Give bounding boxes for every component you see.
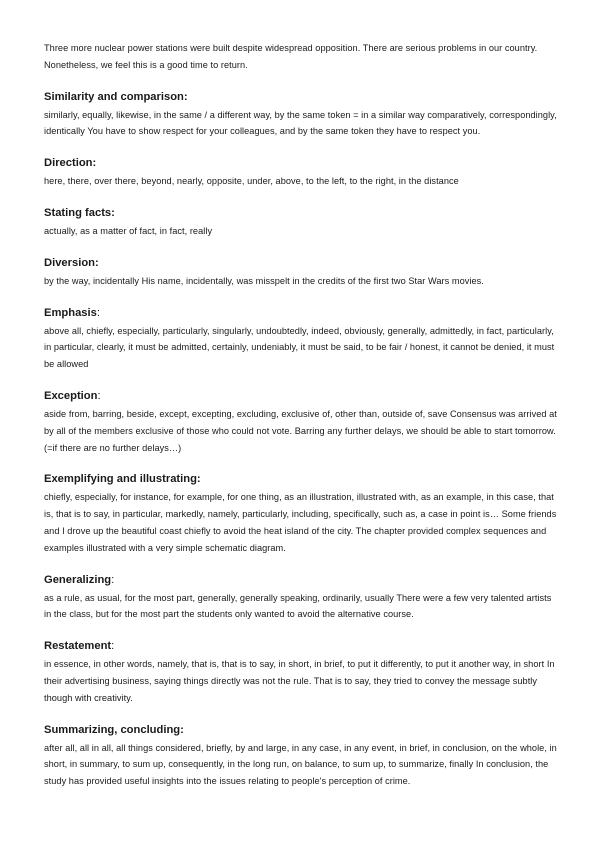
- section-exception: [44, 388, 560, 456]
- section-body: by the way, incidentally His name, incidentally, was misspelt in the credits of the first two Star Wars movies.: [44, 275, 484, 286]
- section-direction: [44, 155, 560, 190]
- section-heading: [44, 722, 560, 738]
- section-heading: [44, 638, 560, 654]
- heading-text: Exemplifying and illustrating:: [44, 473, 201, 486]
- section-body: in essence, in other words, namely, that is, that is to say, in short, in brief, to put it differently, to put it another way, in short In their advertising business, saying things directly was not the rule. That is to say, they tried to convey the message subtly though with creativity.: [44, 659, 555, 703]
- heading-text: Stating facts:: [44, 206, 115, 219]
- section-heading: [44, 388, 560, 404]
- heading-text: Emphasis: [44, 306, 97, 319]
- heading-suffix: :: [96, 306, 100, 319]
- section-emphasis: [44, 305, 560, 373]
- section-body: above all, chiefly, especially, particularly, singularly, undoubtedly, indeed, obviously, generally, admittedly, in fact, particularly, in particular, clearly, it must be admitted, certainly, undeniably, it must be said, to be fair / honest, it cannot be denied, it must be allowed: [44, 325, 555, 370]
- section-exemplifying: [44, 471, 560, 556]
- section-heading: [44, 155, 560, 171]
- heading-suffix: :: [111, 640, 115, 653]
- heading-text: Exception: [44, 389, 98, 402]
- section-heading: [44, 305, 560, 321]
- section-similarity: [44, 89, 560, 141]
- heading-text: Diversion:: [44, 256, 99, 269]
- heading-suffix: :: [111, 573, 115, 586]
- heading-text: Summarizing, concluding:: [44, 723, 184, 736]
- section-body: actually, as a matter of fact, in fact, really: [44, 225, 213, 236]
- heading-text: Similarity and comparison:: [44, 90, 188, 103]
- section-generalizing: [44, 572, 560, 624]
- heading-text: Restatement: [44, 640, 112, 653]
- section-heading: [44, 255, 560, 271]
- section-body: after all, all in all, all things considered, briefly, by and large, in any case, in any event, in brief, in conclusion, on the whole, in short, in summary, to sum up, consequently, in the long run, on balance, to sum up, to summarize, finally In conclusion, the study has provided useful insights into the issues relating to people's perception of crime.: [44, 742, 557, 787]
- section-body: similarly, equally, likewise, in the same / a different way, by the same token = in a similar way comparatively, correspondingly, identically You have to show respect for your colleagues, and by the same token they have to respect you.: [44, 109, 557, 137]
- section-summarizing: [44, 722, 560, 790]
- heading-text: Direction:: [44, 157, 97, 170]
- section-body: aside from, barring, beside, except, excepting, excluding, exclusive of, other than, outside of, save Consensus was arrived at by all of the members exclusive of those who could not vote. Barring any further delays, we should be able to start tomorrow. (=if there are no further delays…): [44, 408, 557, 453]
- section-body: as a rule, as usual, for the most part, generally, generally speaking, ordinarily, usually There were a few very talented artists in the class, but for the most part the students only wanted to avoid the alternative course.: [44, 592, 552, 620]
- section-heading: [44, 572, 560, 588]
- section-body: here, there, over there, beyond, nearly, opposite, under, above, to the left, to the right, in the distance: [44, 176, 459, 187]
- section-body: chiefly, especially, for instance, for example, for one thing, as an illustration, illustrated with, as an example, in this case, that is, that is to say, in particular, markedly, namely, particularly, including, specifically, such as, a case in point is… Some friends and I drove up the beautiful coast chiefly to avoid the heat island of the city. The chapter provided complex sequences and examples illustrated with a very simple schematic diagram.: [44, 492, 557, 553]
- section-heading: [44, 205, 560, 221]
- section-stating-facts: [44, 205, 560, 240]
- heading-text: Generalizing: [44, 573, 112, 586]
- section-heading: [44, 471, 560, 487]
- section-diversion: [44, 255, 560, 290]
- document-page: [44, 40, 560, 790]
- section-heading: [44, 89, 560, 105]
- section-restatement: [44, 638, 560, 706]
- heading-suffix: :: [97, 389, 101, 402]
- intro-paragraph: Three more nuclear power stations were built despite widespread opposition. There are serious problems in our country. Nonetheless, we feel this is a good time to return.: [44, 43, 538, 70]
